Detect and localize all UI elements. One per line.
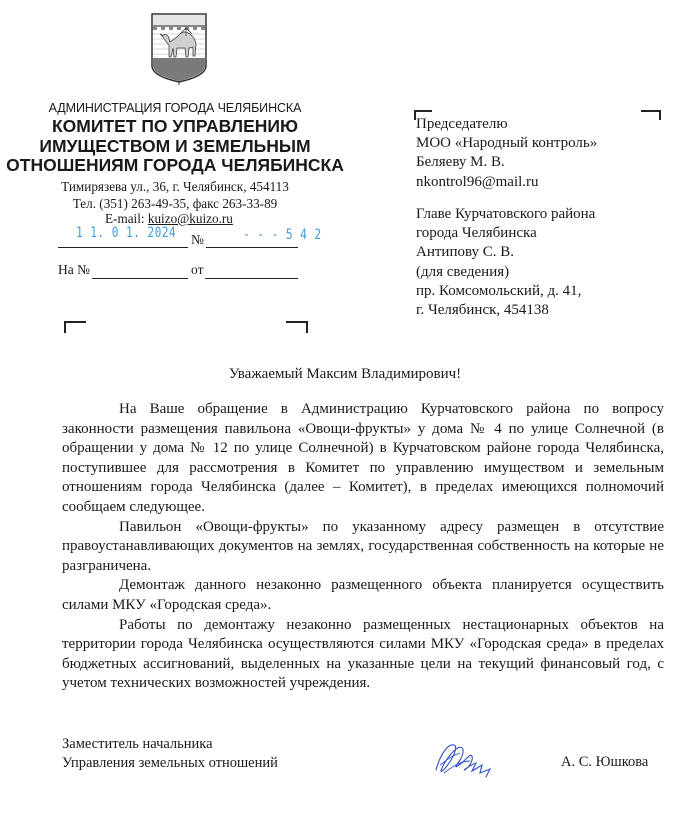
committee-email-link[interactable]: kuizo@kuizo.ru [147, 211, 233, 226]
from-line [205, 278, 298, 279]
committee-phone: Тел. (351) 263-49-35, факс 263-33-89 [72, 196, 278, 211]
position-line: Управления земельных отношений [62, 755, 278, 771]
committee-name [0, 117, 350, 176]
body-paragraph: Павильон «Овощи-фрукты» по указанному адресу размещен в отсутствие правоустанавливающих документов на землях, государственная собственность на которые не разграничена. [62, 518, 664, 574]
addressee-line: Беляеву М. В. [416, 154, 505, 171]
body-paragraph: На Ваше обращение в Администрацию Курчатовского района по вопросу законности размещения павильона «Овощи-фрукты» у дома № 4 по улице Солнечной (в обращении у дома № 12 по улице Солнечной) в Курчатовском районе города Челябинска, поступившее для рассмотрения в Комитет по управлению имуществом и земельным отношениям города Челябинска (далее – Комитет), в пределах имеющихся полномочий сообщаем следующее. [62, 401, 664, 515]
date-line [58, 247, 188, 248]
from-label: от [191, 262, 204, 277]
handwritten-signature-icon [430, 735, 500, 780]
administration-name: АДМИНИСТРАЦИЯ ГОРОДА ЧЕЛЯБИНСКА [48, 101, 302, 115]
addressee-primary [416, 115, 597, 192]
corner-mark [641, 110, 661, 120]
signatory-position [62, 735, 278, 773]
email-label: E-mail: [105, 211, 148, 226]
addressee-line: Председателю [416, 116, 508, 132]
addressee-line: Главе Курчатовского района [416, 206, 596, 222]
committee-contacts [0, 178, 350, 212]
coat-of-arms-icon [150, 12, 208, 86]
committee-line: КОМИТЕТ ПО УПРАВЛЕНИЮ [51, 116, 299, 136]
signatory-name: А. С. Юшкова [561, 754, 649, 770]
addressee-line: пр. Комсомольский, д. 41, [416, 282, 582, 299]
position-line: Заместитель начальника [62, 736, 213, 752]
number-line [206, 247, 298, 248]
addressee-email[interactable]: nkontrol96@mail.ru [416, 173, 539, 190]
letter-body [62, 400, 664, 694]
corner-mark [64, 321, 86, 333]
addressee-line: города Челябинска [416, 225, 537, 242]
committee-address: Тимирязева ул., 36, г. Челябинск, 454113 [61, 179, 289, 194]
body-paragraph: Демонтаж данного незаконно размещенного объекта планируется осуществить силами МКУ «Городская среда». [62, 577, 664, 613]
addressee-line: МОО «Народный контроль» [416, 135, 598, 152]
addressee-line: (для сведения) [416, 263, 510, 280]
body-paragraph: Работы по демонтажу незаконно размещенных нестационарных объектов на территории города Челябинска осуществляются силами МКУ «Городская среда» в пределах бюджетных ассигнований, выделенных на указанные цели на текущий финансовый год, с учетом технических возможностей учреждения. [62, 616, 664, 692]
addressee-line: г. Челябинск, 454138 [416, 302, 549, 319]
addressee-secondary [416, 205, 595, 320]
date-stamp: 1 1. 0 1. 2024 [76, 225, 177, 241]
greeting: Уважаемый Максим Владимирович! [228, 366, 462, 382]
corner-mark [286, 321, 308, 333]
reference-line [92, 278, 188, 279]
number-stamp: - - - 5 4 2 [243, 227, 322, 243]
committee-line: ОТНОШЕНИЯМ ГОРОДА ЧЕЛЯБИНСКА [6, 155, 344, 175]
committee-line: ИМУЩЕСТВОМ И ЗЕМЕЛЬНЫМ [39, 135, 311, 156]
number-label: № [191, 232, 204, 247]
reference-label: На № [58, 262, 90, 277]
addressee-line: Антипову С. В. [416, 244, 515, 261]
